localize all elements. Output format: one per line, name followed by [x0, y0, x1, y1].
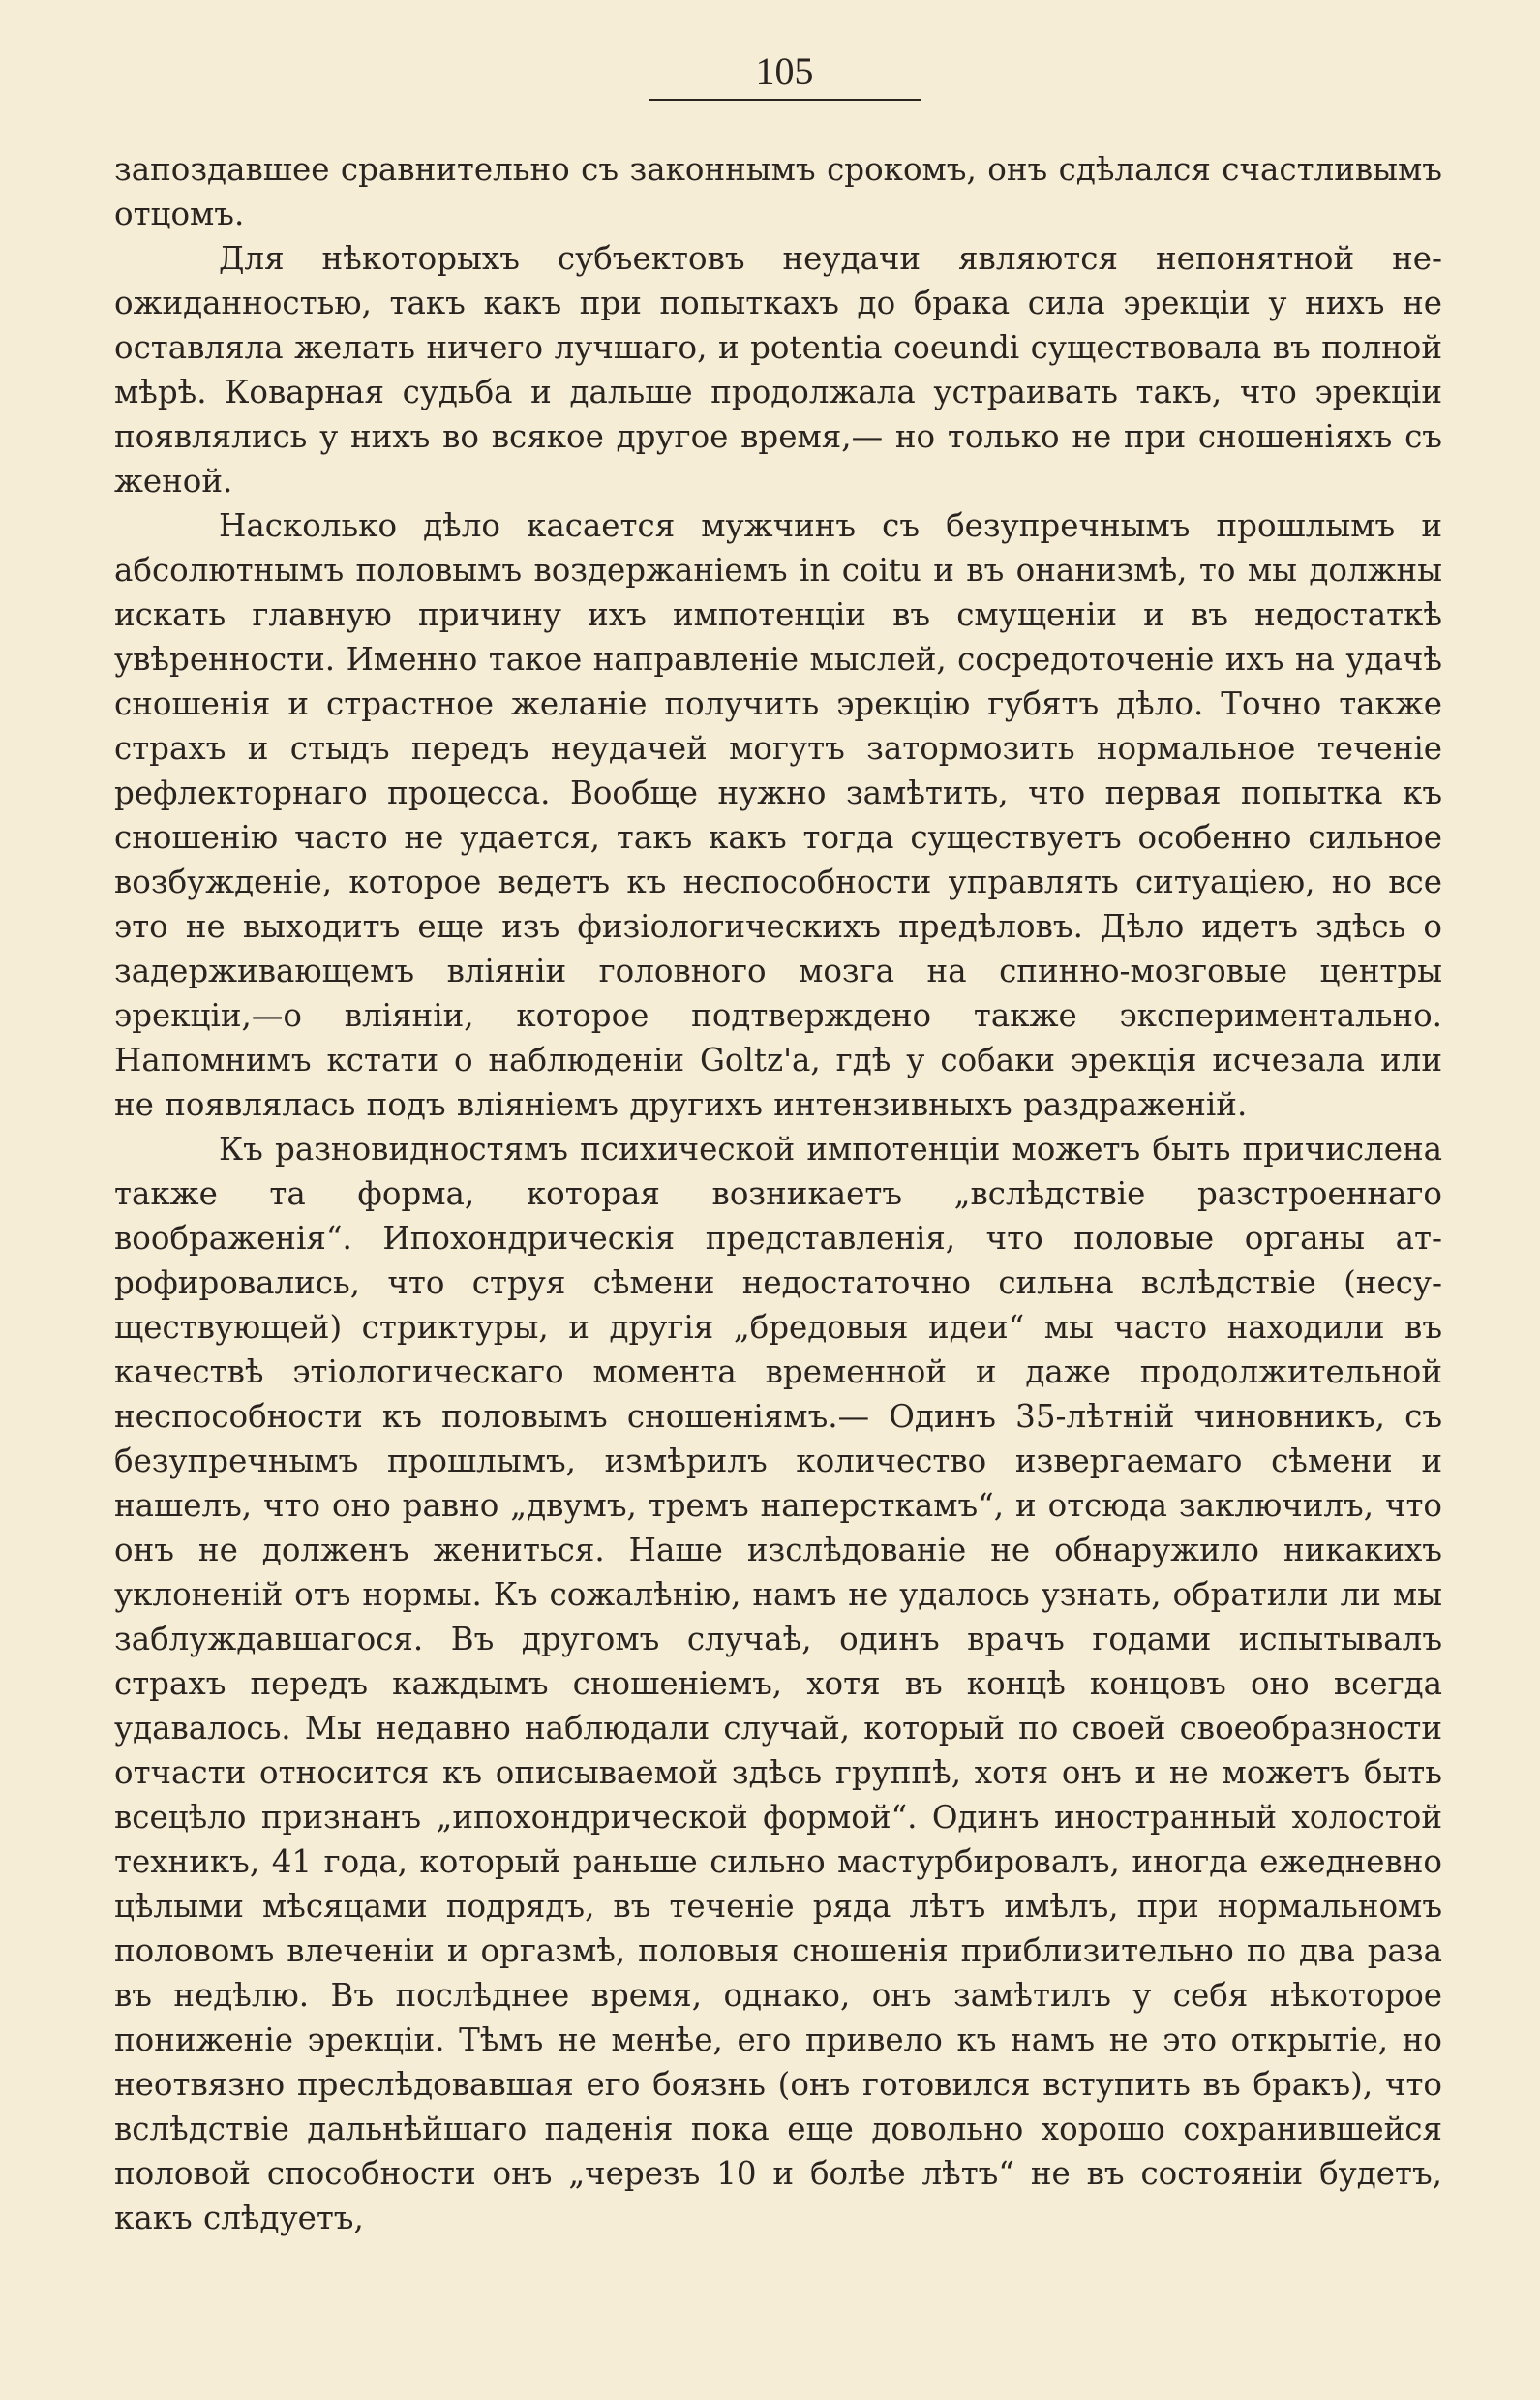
paragraph-hypochondriac-form: Къ разновидностямъ психической импотенціи можетъ быть причислена также та форма, которая возникаетъ „вслѣдствіе разстроеннаго воображенія“. Ипохондрическія представленія, что половые органы атрофировались, что струя сѣмени недостаточно сильна вслѣдствіе (несуществующей) стриктуры, и другія „бредовыя идеи“ мы часто находили въ качествѣ этіологическаго момента временной и даже продолжительной неспособности къ половымъ сношеніямъ.— Одинъ 35-лѣтній чиновникъ, съ безупречнымъ прошлымъ, измѣрилъ количество извергаемаго сѣмени и нашелъ, что оно равно „двумъ, тремъ наперсткамъ“, и отсюда заключилъ, что онъ не долженъ жениться. Наше изслѣдованіе не обнаружило никакихъ уклоненій отъ нормы. Къ сожалѣнію, намъ не удалось узнать, обратили ли мы заблуждавшагося. Въ другомъ случаѣ, одинъ врачъ годами испытывалъ страхъ передъ каждымъ сношеніемъ, хотя въ концѣ концовъ оно всегда удавалось. Мы недавно наблюдали случай, который по своей своеобразности отчасти относится къ описываемой здѣсь группѣ, хотя онъ и не можетъ быть всецѣло признанъ „ипохондрической формой“. Одинъ иностранный холостой техникъ, 41 года, который раньше сильно мастурбировалъ, иногда ежедневно цѣлыми мѣсяцами подрядъ, въ теченіе ряда лѣтъ имѣлъ, при нормальномъ половомъ влеченіи и оргазмѣ, половыя сношенія приблизительно по два раза въ недѣлю. Въ послѣднее время, однако, онъ замѣтилъ у себя нѣкоторое пониженіе эрекціи. Тѣмъ не менѣе, его привело къ намъ не это открытіе, но неотвязно преслѣдовавшая его боязнь (онъ готовился вступить въ бракъ), что вслѣдствіе дальнѣйшаго паденія пока еще довольно хорошо сохранившейся половой способности онъ „черезъ 10 и болѣе лѣтъ“ не въ состояніи будетъ, какъ слѣдуетъ, — [114, 1131, 1442, 2236]
paragraph-unexpected-failure: Для нѣкоторыхъ субъектовъ неудачи являются непонятной неожиданностью, такъ какъ при попыткахъ до брака сила эрекціи у нихъ не оставляла желать ничего лучшаго, и potentia coeundi существовала въ полной мѣрѣ. Коварная судьба и дальше продолжала устраивать такъ, что эрекціи появлялись у нихъ во всякое другое время,— но только не при сношеніяхъ съ женой. — [114, 240, 1442, 500]
page-number: 105 — [649, 50, 921, 101]
paragraph-psychic-inhibition: Насколько дѣло касается мужчинъ съ безупречнымъ прошлымъ и абсолютнымъ половымъ воздержаніемъ in coitu и въ онанизмѣ, то мы должны искать главную причину ихъ импотенціи въ смущеніи и въ недостаткѣ увѣренности. Именно такое направленіе мыслей, сосредоточеніе ихъ на удачѣ сношенія и страстное желаніе получить эрекцію губятъ дѣло. Точно также страхъ и стыдъ передъ неудачей могутъ затормозить нормальное теченіе рефлекторнаго процесса. Вообще нужно замѣтить, что первая попытка къ сношенію часто не удается, такъ какъ тогда существуетъ особенно сильное возбужденіе, которое ведетъ къ неспособности управлять ситуаціею, но все это не выходитъ еще изъ физіологическихъ предѣловъ. Дѣло идетъ здѣсь о задерживающемъ вліяніи головного мозга на спинно-мозговые центры эрекціи,—о вліяніи, которое подтверждено также экспериментально. Напомнимъ кстати о наблюденіи Goltz'а, гдѣ у собаки эрекція исчезала или не появлялась подъ вліяніемъ другихъ интензивныхъ раздраженій. — [114, 507, 1442, 1123]
page-body — [114, 147, 1442, 2240]
paragraph-continuation: запоздавшее сравнительно съ законнымъ срокомъ, онъ сдѣлался счастливымъ отцомъ. — [114, 151, 1442, 232]
page-header — [0, 50, 1540, 101]
